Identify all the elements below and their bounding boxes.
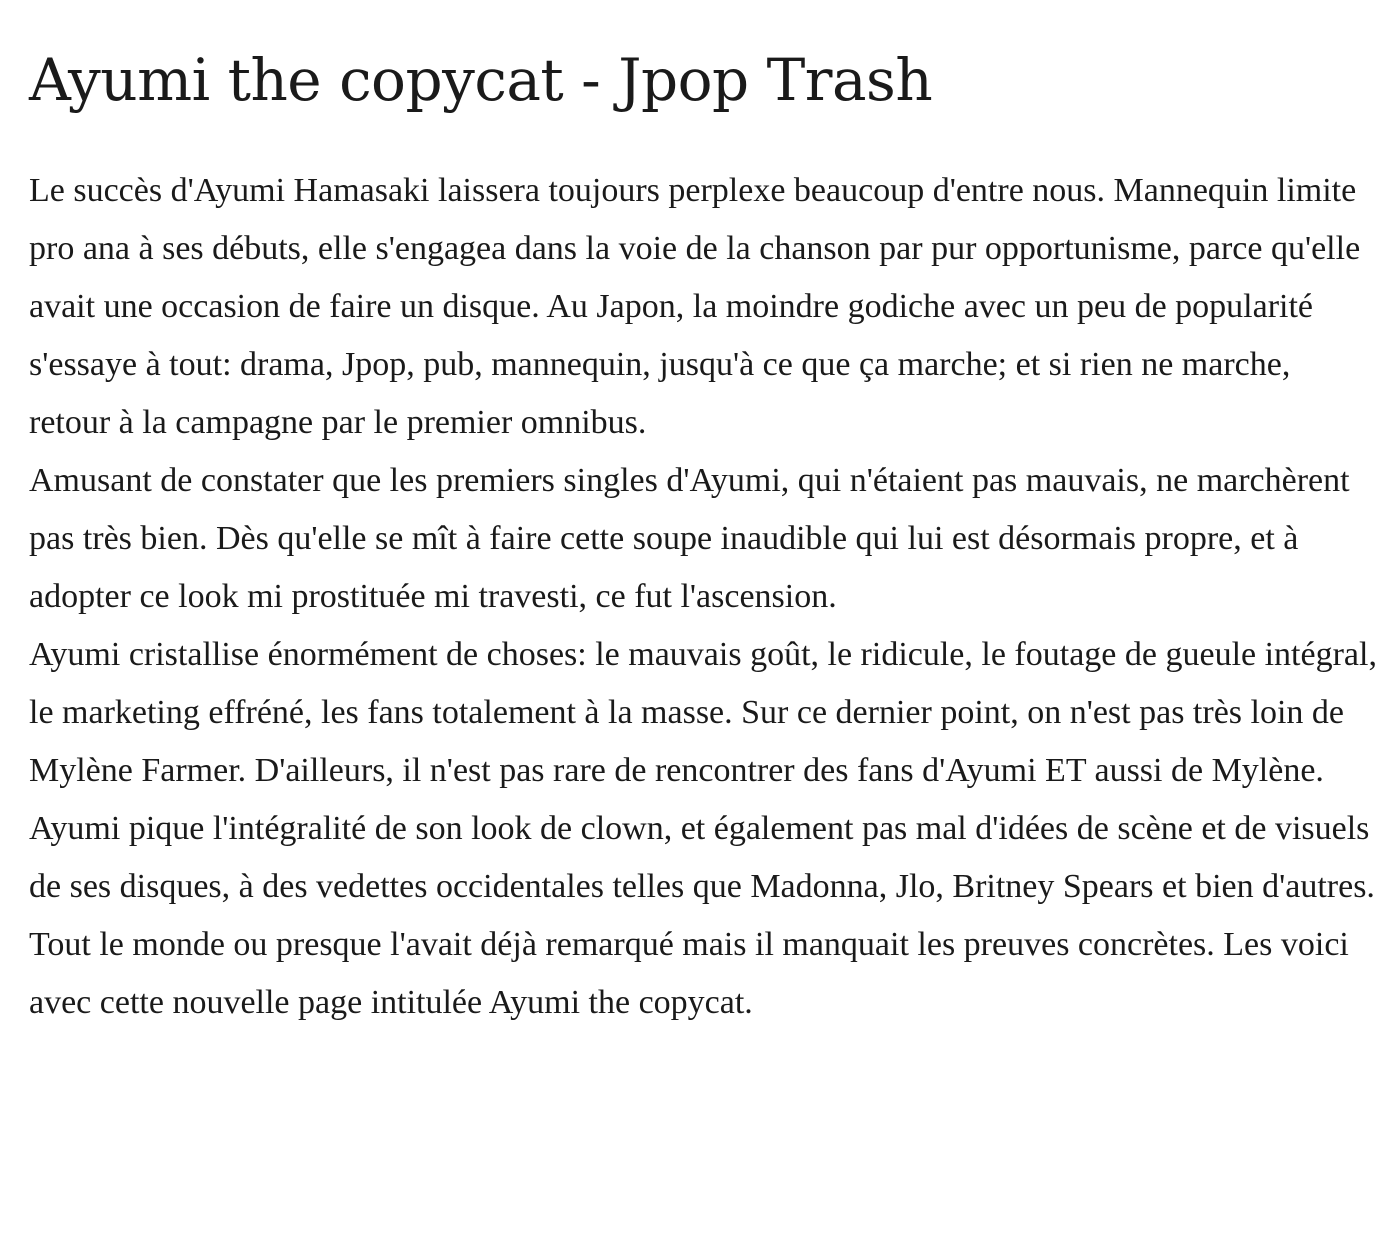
page-title: Ayumi the copycat - Jpop Trash [29, 46, 933, 114]
paragraph-4: Ayumi pique l'intégralité de son look de clown, et également pas mal d'idées de scène et de visuels de ses disques, à des vedettes occidentales telles que Madonna, Jlo, Britney Spears et bien d'autres. Tout le monde ou presque l'avait déjà remarqué mais il manquait les preuves concrètes. Les voici avec cette nouvelle page intitulée Ayumi the copycat. [29, 810, 1375, 1021]
article [29, 0, 1379, 1032]
article-body [29, 162, 1379, 1032]
paragraph-1: Le succès d'Ayumi Hamasaki laissera toujours perplexe beaucoup d'entre nous. Mannequin limite pro ana à ses débuts, elle s'engagea dans la voie de la chanson par pur opportunisme, parce qu'elle avait une occasion de faire un disque. Au Japon, la moindre godiche avec un peu de popularité s'essaye à tout: drama, Jpop, pub, mannequin, jusqu'à ce que ça marche; et si rien ne marche, retour à la campagne par le premier omnibus. [29, 172, 1361, 441]
paragraph-3: Ayumi cristallise énormément de choses: le mauvais goût, le ridicule, le foutage de gueule intégral, le marketing effréné, les fans totalement à la masse. Sur ce dernier point, on n'est pas très loin de Mylène Farmer. D'ailleurs, il n'est pas rare de rencontrer des fans d'Ayumi ET aussi de Mylène. [29, 636, 1377, 789]
paragraph-2: Amusant de constater que les premiers singles d'Ayumi, qui n'étaient pas mauvais, ne marchèrent pas très bien. Dès qu'elle se mît à faire cette soupe inaudible qui lui est désormais propre, et à adopter ce look mi prostituée mi travesti, ce fut l'ascension. [29, 462, 1350, 615]
